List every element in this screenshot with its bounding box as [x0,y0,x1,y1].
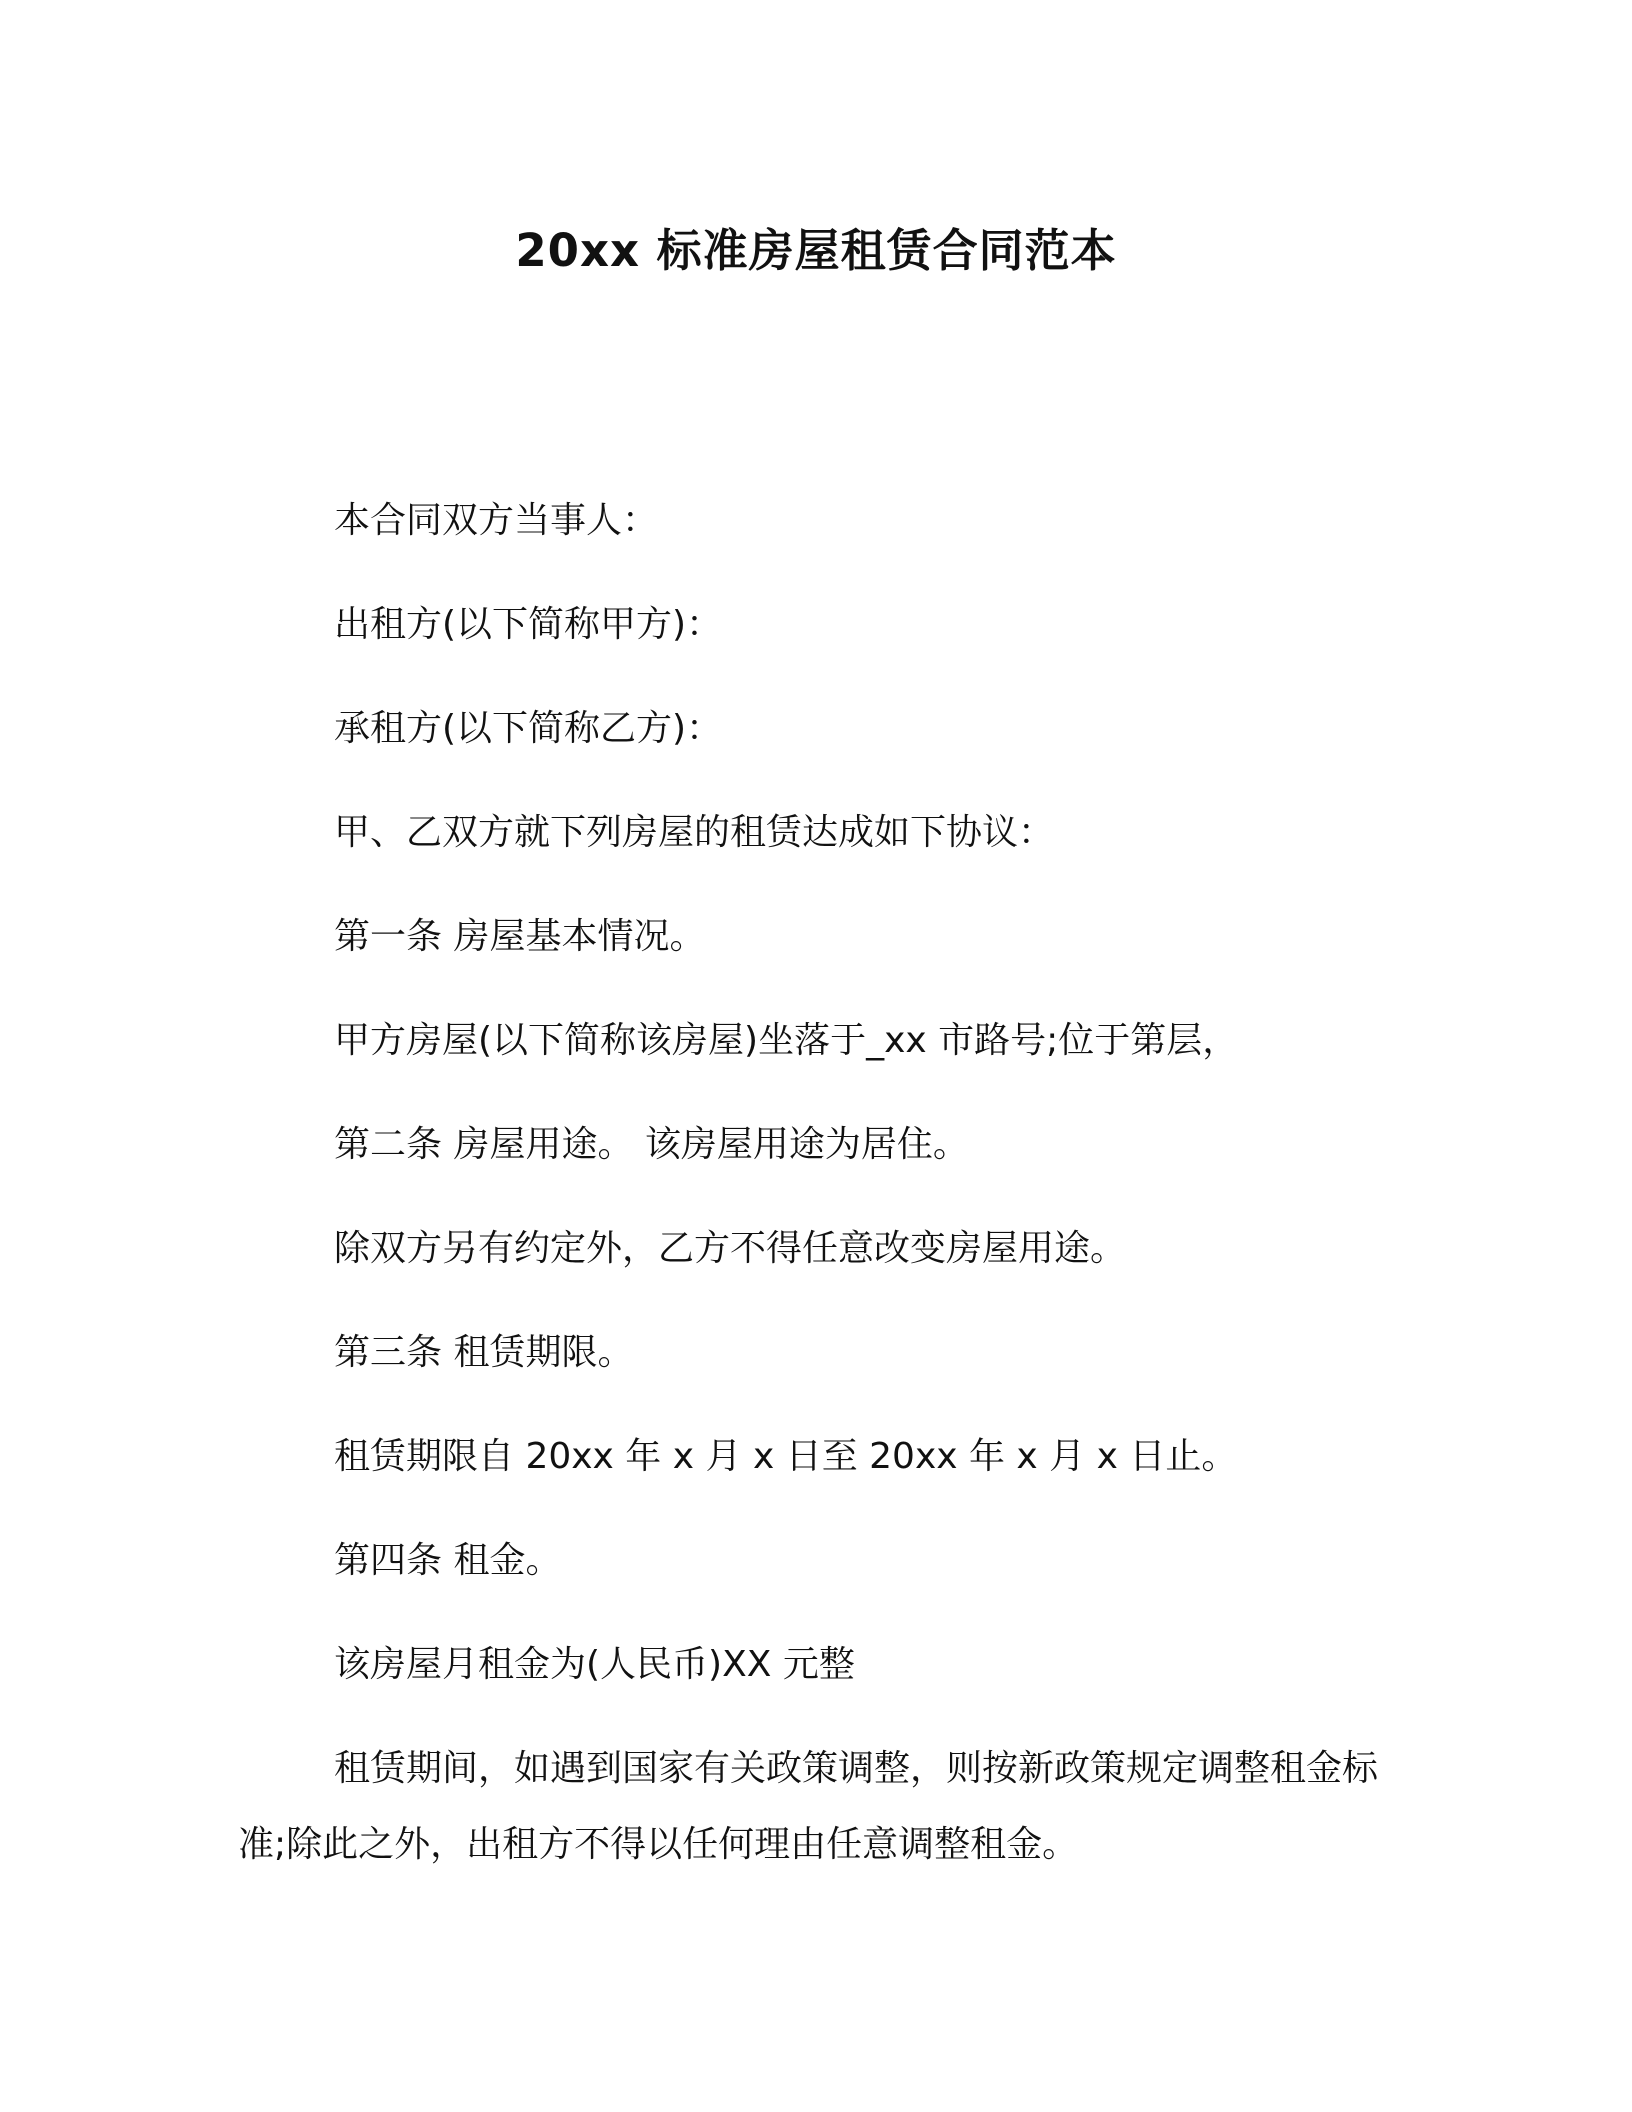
paragraph-parties: 本合同双方当事人： [334,500,659,541]
paragraph-location: 甲方房屋(以下简称该房屋)坐落于_xx 市路号;位于第层， [334,1020,1239,1061]
paragraph-term: 租赁期限自 20xx 年 x 月 x 日至 20xx 年 x 月 x 日止。 [334,1436,1238,1477]
article-3-heading: 第三条 租赁期限。 [334,1332,634,1373]
paragraph-lessor: 出租方(以下简称甲方)： [334,604,723,645]
paragraph-rent-adjustment: 租赁期间，如遇到国家有关政策调整，则按新政策规定调整租金标准;除此之外，出租方不得以任何理由任意调整租金。 [238,1748,1379,1865]
paragraph-agreement: 甲、乙双方就下列房屋的租赁达成如下协议： [334,812,1055,853]
article-2-heading: 第二条 房屋用途。 该房屋用途为居住。 [334,1124,969,1165]
article-4-heading: 第四条 租金。 [334,1540,562,1581]
document-title: 20xx 标准房屋租赁合同范本 [515,224,1117,277]
paragraph-usage: 除双方另有约定外，乙方不得任意改变房屋用途。 [334,1228,1127,1269]
paragraph-rent: 该房屋月租金为(人民币)XX 元整 [334,1644,855,1685]
article-1-heading: 第一条 房屋基本情况。 [334,916,706,957]
paragraph-lessee: 承租方(以下简称乙方)： [334,708,723,749]
